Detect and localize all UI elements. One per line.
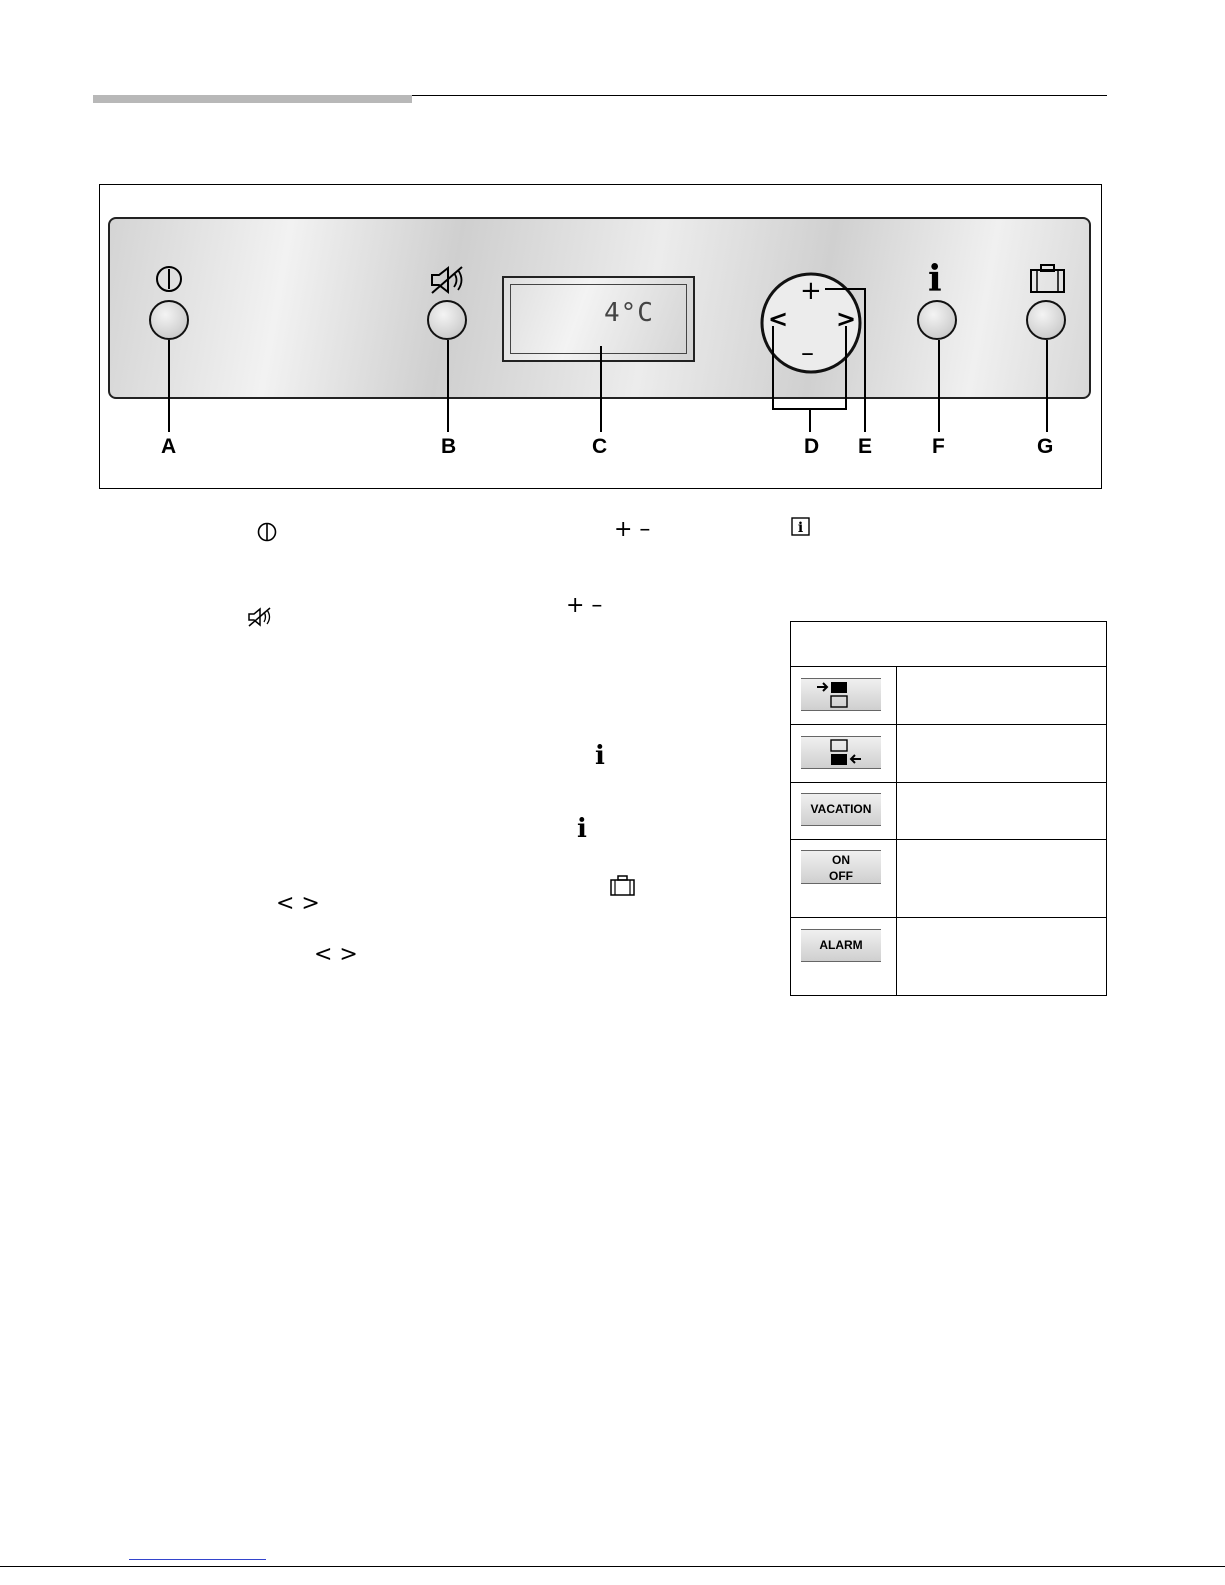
fridge-bottom-compartment-arrow-icon (801, 736, 881, 769)
table-row (791, 782, 1106, 840)
inline-arrows-2: < > (314, 942, 358, 967)
dial-right-arrow[interactable]: > (836, 305, 857, 333)
fridge-top-compartment-arrow-icon (801, 678, 881, 711)
table-row (791, 839, 1106, 918)
table-row (791, 666, 1106, 725)
on-label: ON (832, 853, 850, 867)
callout-line-b (447, 340, 449, 432)
inline-info-icon-1: i (595, 741, 605, 771)
vacation-badge: VACATION (801, 793, 881, 826)
dial-minus[interactable]: – (801, 338, 814, 368)
power-icon (154, 264, 184, 294)
dial-left-arrow[interactable]: < (768, 305, 789, 333)
inline-info-box-icon (791, 517, 811, 537)
vacation-button[interactable] (1026, 300, 1066, 340)
callout-label-e: E (858, 435, 873, 458)
suitcase-icon (1028, 263, 1068, 295)
inline-suitcase-icon (609, 875, 637, 897)
dial-plus[interactable]: + (800, 276, 822, 306)
callout-line-g (1046, 340, 1048, 432)
inline-info-icon-2: i (577, 814, 587, 844)
alarm-mute-button[interactable] (427, 300, 467, 340)
callout-label-d: D (804, 435, 820, 458)
inline-arrows-1: < > (276, 891, 320, 916)
callout-label-b: B (441, 435, 457, 458)
temperature-display (502, 276, 695, 362)
footer-link-rule (129, 1559, 266, 1560)
callout-label-g: G (1037, 435, 1054, 458)
info-icon: i (928, 258, 942, 300)
header-accent-bar (93, 95, 412, 103)
inline-plus-minus-1: + – (614, 517, 651, 542)
callout-lines-de (770, 286, 870, 436)
callout-label-c: C (592, 435, 608, 458)
off-label: OFF (829, 869, 853, 883)
callout-label-f: F (932, 435, 945, 458)
power-button[interactable] (149, 300, 189, 340)
indicator-table (790, 621, 1107, 996)
table-row (791, 724, 1106, 783)
callout-line-c (600, 346, 602, 432)
alarm-mute-icon (428, 264, 468, 296)
info-button[interactable] (917, 300, 957, 340)
callout-label-a: A (161, 435, 177, 458)
display-readout: 4°C (604, 298, 654, 328)
alarm-badge: ALARM (801, 929, 881, 962)
on-off-badge (801, 850, 881, 884)
callout-line-f (938, 340, 940, 432)
footer-rule (0, 1566, 1225, 1567)
inline-plus-minus-2: + – (566, 593, 603, 618)
callout-line-a (168, 340, 170, 432)
svg-text:i: i (797, 520, 804, 536)
inline-alarm-mute-icon (246, 606, 274, 628)
inline-power-icon (256, 521, 278, 543)
table-row (791, 917, 1106, 997)
header-rule (412, 95, 1107, 96)
